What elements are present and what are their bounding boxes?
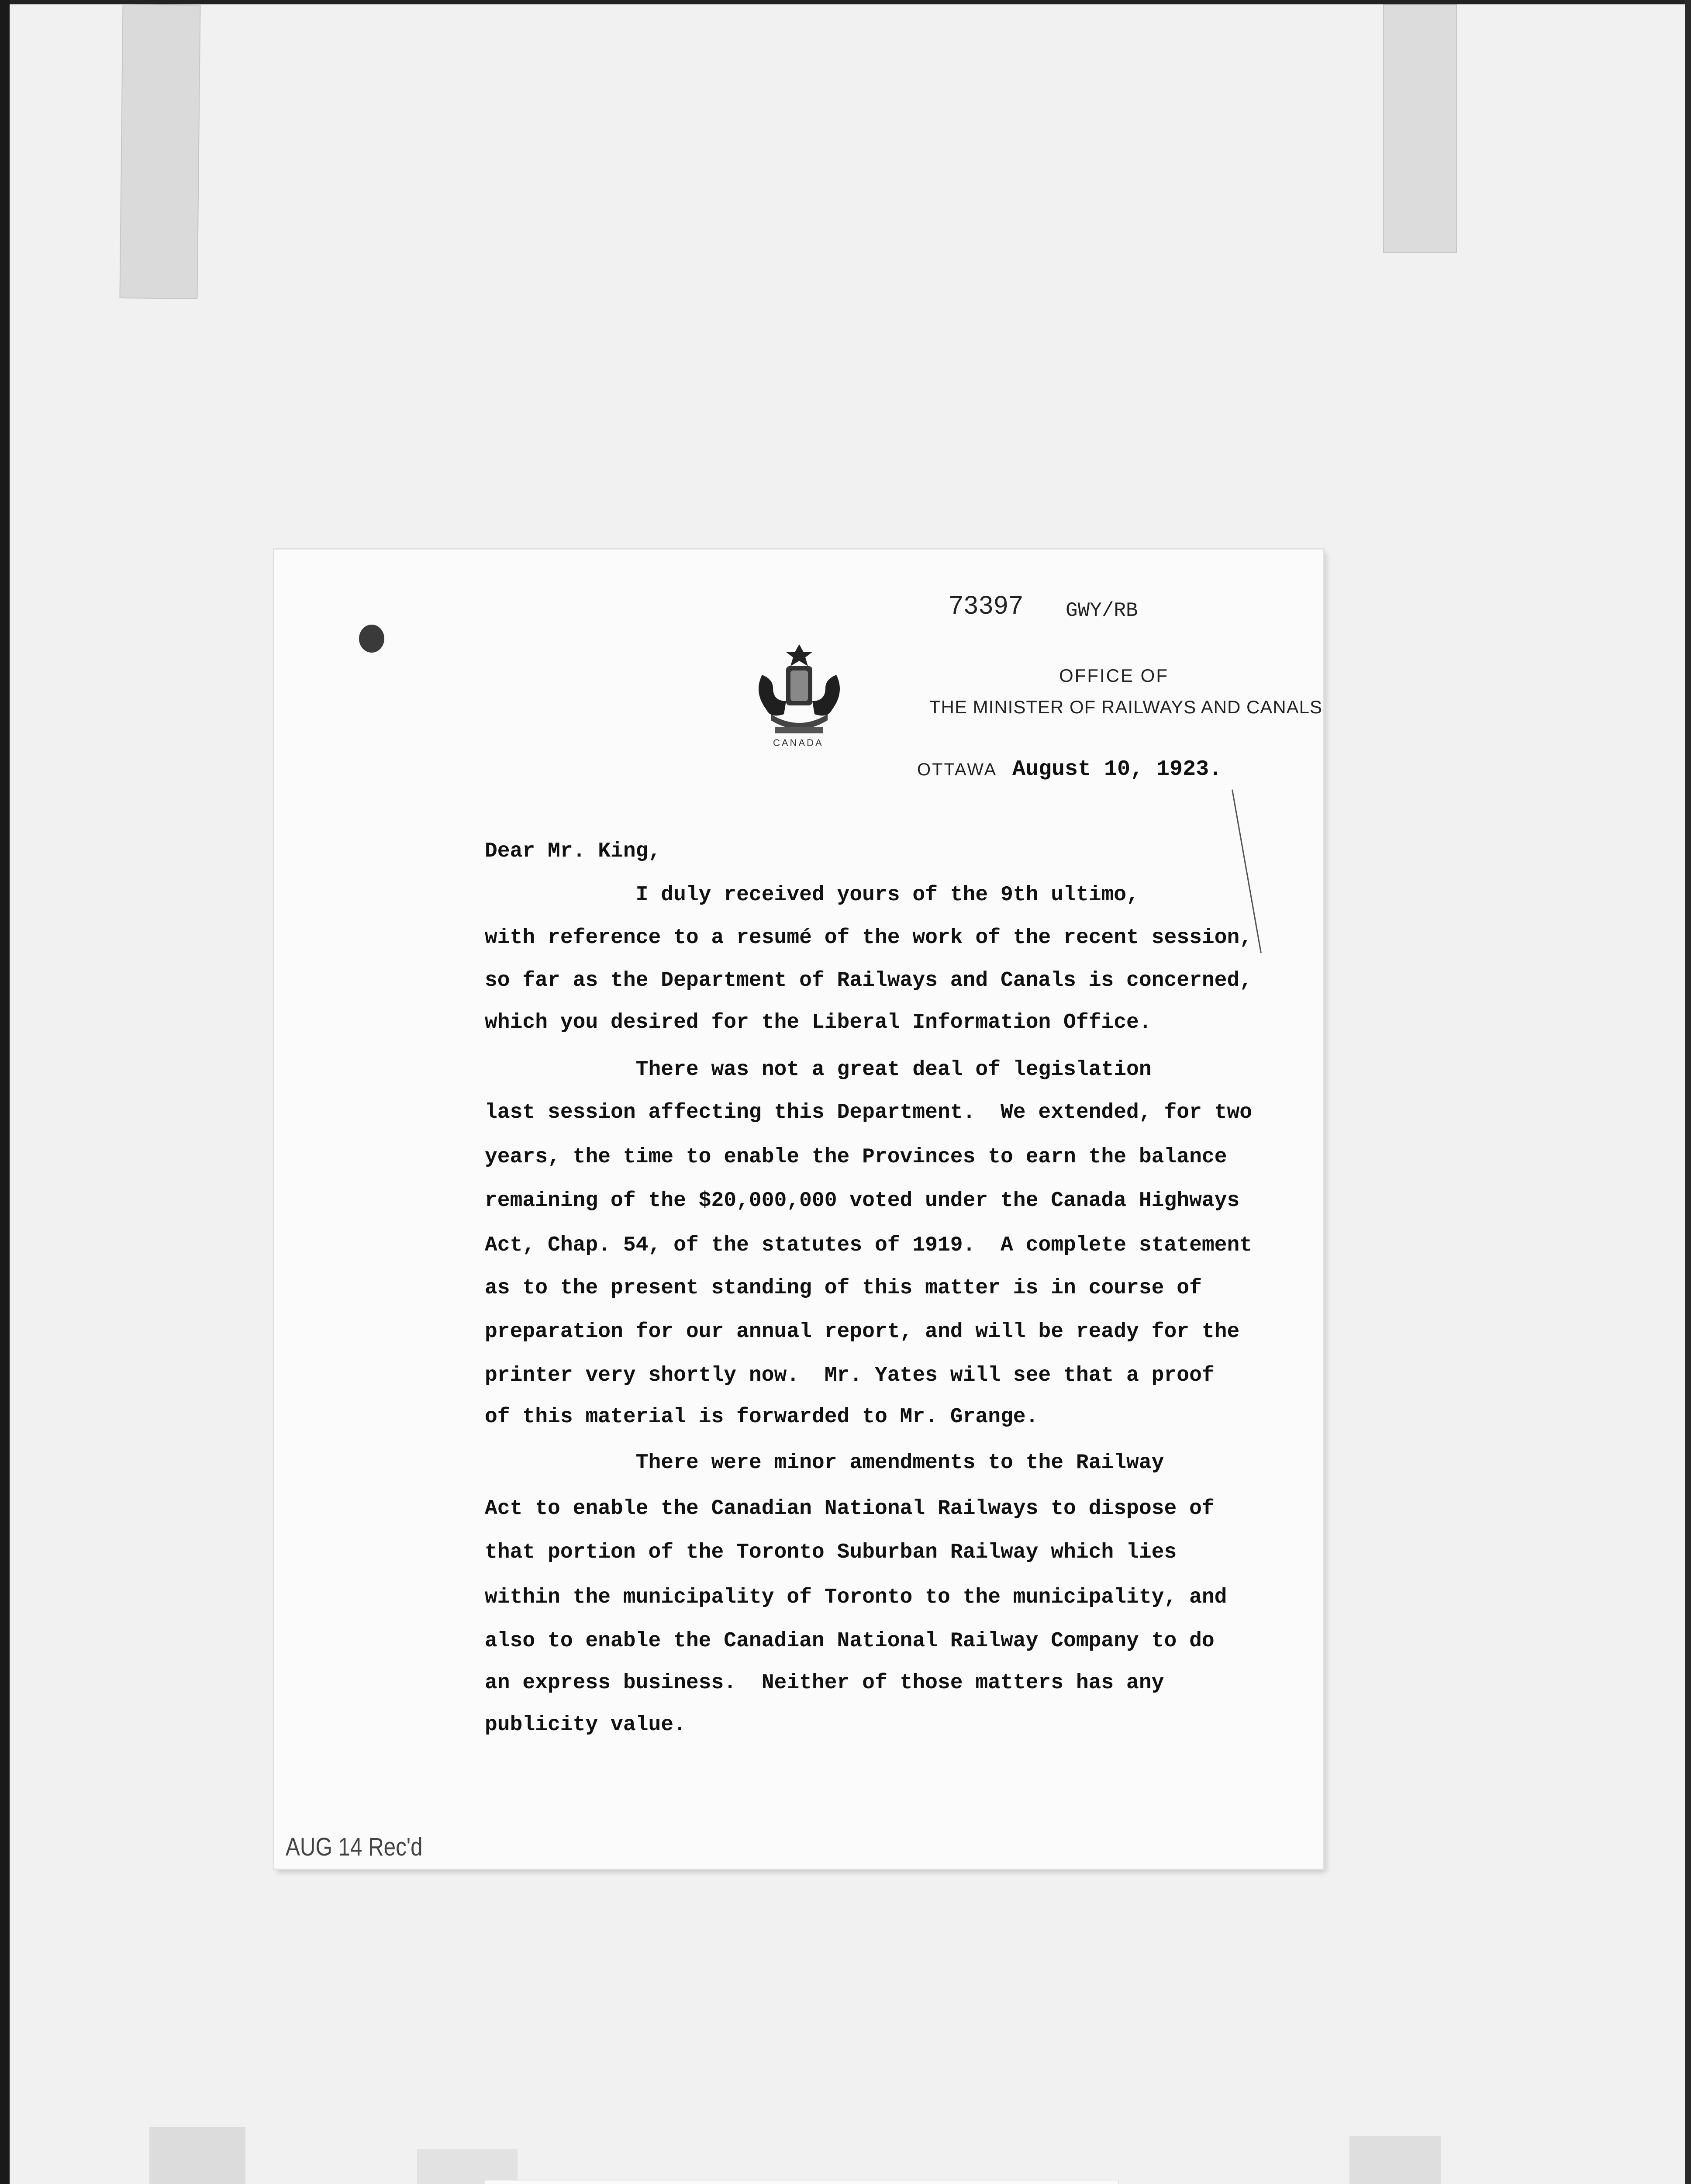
body-line: remaining of the $20,000,000 voted under the Canada Highways: [485, 1189, 1240, 1213]
letter-date: August 10, 1923.: [1012, 757, 1222, 782]
mounting-tape: [1383, 4, 1457, 253]
body-line: I duly received yours of the 9th ultimo,: [485, 883, 1139, 907]
mounting-tape: [1349, 2136, 1441, 2184]
punch-hole: [359, 625, 384, 653]
salutation: Dear Mr. King,: [485, 840, 661, 863]
body-line: within the municipality of Toronto to the municipality, and: [485, 1586, 1227, 1609]
body-line: publicity value.: [485, 1713, 686, 1737]
office-heading: OFFICE OF: [1059, 665, 1169, 686]
frame-edge: [1685, 0, 1691, 2184]
body-line: preparation for our annual report, and will be ready for the: [485, 1320, 1240, 1344]
mounting-tape: [417, 2149, 518, 2184]
crest-label: CANADA: [773, 737, 824, 748]
body-line: There were minor amendments to the Railway: [485, 1451, 1164, 1475]
body-line: that portion of the Toronto Suburban Railway which lies: [485, 1541, 1177, 1564]
file-number: 73397: [949, 591, 1024, 619]
body-line: with reference to a resumé of the work of the recent session,: [485, 926, 1253, 950]
body-line: of this material is forwarded to Mr. Grange.: [485, 1405, 1039, 1429]
body-line: last session affecting this Department. We extended, for two: [485, 1101, 1253, 1124]
body-line: Act, Chap. 54, of the statutes of 1919. A complete statement: [485, 1234, 1253, 1257]
body-line: also to enable the Canadian National Railway Company to do: [485, 1629, 1215, 1653]
body-line: printer very shortly now. Mr. Yates will see that a proof: [485, 1364, 1215, 1387]
citation-strip: [484, 2180, 1119, 2184]
received-stamp: AUG 14 Rec'd: [286, 1833, 423, 1861]
body-line: which you desired for the Liberal Information Office.: [485, 1011, 1152, 1034]
body-line: an express business. Neither of those matters has any: [485, 1671, 1164, 1695]
body-line: There was not a great deal of legislation: [485, 1058, 1152, 1082]
frame-edge: [0, 0, 1691, 4]
reference-initials: GWY/RB: [1066, 599, 1138, 622]
letter-place: OTTAWA: [917, 760, 997, 779]
body-line: so far as the Department of Railways and Canals is concerned,: [485, 969, 1253, 992]
body-line: years, the time to enable the Provinces to earn the balance: [485, 1145, 1227, 1169]
mounting-tape: [149, 2127, 245, 2184]
frame-edge: [0, 0, 10, 2184]
body-line: as to the present standing of this matter is in course of: [485, 1276, 1202, 1300]
mounting-tape: [119, 4, 200, 299]
ministry-heading: THE MINISTER OF RAILWAYS AND CANALS: [929, 697, 1323, 717]
body-line: Act to enable the Canadian National Railways to dispose of: [485, 1497, 1215, 1521]
